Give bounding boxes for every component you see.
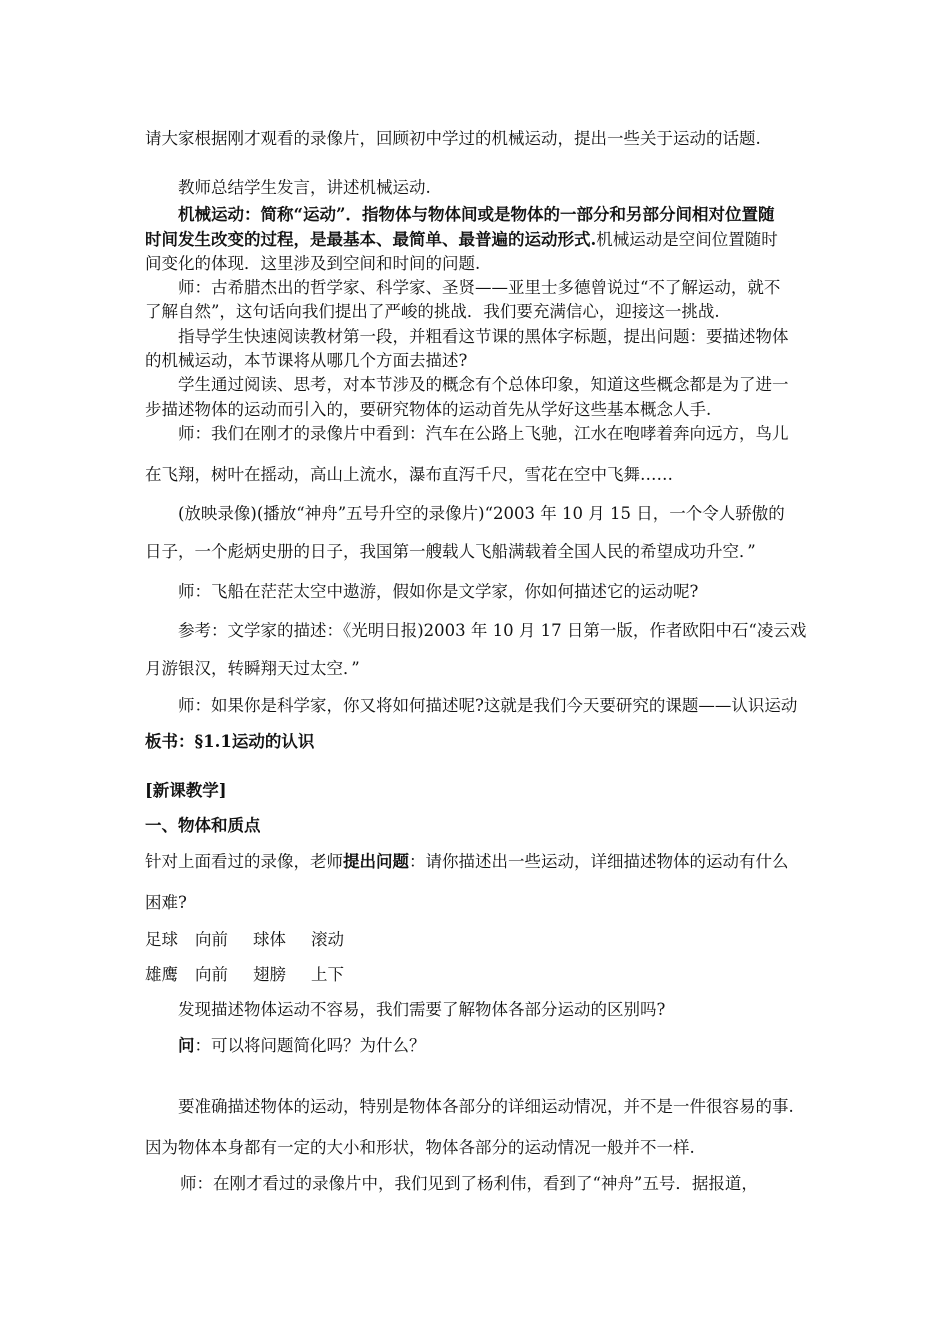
paragraph-line: 在飞翔，树叶在摇动，高山上流水，瀑布直泻千尺，雪花在空中飞舞…… [145,465,673,484]
definition-line [145,228,778,252]
example-row [145,928,344,952]
paragraph-line: 月游银汉，转瞬翔天过太空．” [145,659,360,678]
paragraph-line: 的机械运动，本节课将从哪几个方面去描述? [145,351,468,370]
text-part: ：请你描述出一些运动，详细描述物体的运动有什么 [409,852,789,871]
paragraph-line: 了解自然”，这句话向我们提出了严峻的挑战．我们要充满信心，迎接这一挑战. [145,302,720,321]
paragraph-line: 发现描述物体运动不容易，我们需要了解物体各部分运动的区别吗? [178,1000,666,1019]
text-part: 针对上面看过的录像，老师 [145,852,343,871]
section-heading: [新课教学] [145,781,227,800]
paragraph-line: 请大家根据刚才观看的录像片，回顾初中学过的机械运动，提出一些关于运动的话题. [145,129,761,148]
paragraph-line: 间变化的体现．这里涉及到空间和时间的问题. [145,254,481,273]
question-text: ：可以将问题简化吗？为什么？ [194,1036,426,1055]
example-cell: 上下 [311,965,344,984]
paragraph-line: 日子，一个彪炳史册的日子，我国第一艘载人飞船满载着全国人民的希望成功升空．” [145,542,756,561]
example-cell: 球体 [253,930,286,949]
example-cell: 翅膀 [253,965,286,984]
paragraph-line: (放映录像)(播放“神舟”五号升空的录像片)“2003 年 10 月 15 日，一个令人骄傲的 [178,504,785,523]
paragraph-line: 教师总结学生发言，讲述机械运动. [178,178,431,197]
paragraph-line: 师：我们在刚才的录像片中看到：汽车在公路上飞驰，江水在咆哮着奔向远方，鸟儿 [178,424,789,443]
question-line [178,1034,426,1058]
example-cell: 足球 [145,930,178,949]
example-cell: 滚动 [311,930,344,949]
paragraph-line: 学生通过阅读、思考，对本节涉及的概念有个总体印象，知道这些概念都是为了进一 [178,375,789,394]
question-label: 问 [178,1036,195,1055]
subsection-heading: 一、物体和质点 [145,816,261,835]
paragraph-line: 师：飞船在茫茫太空中遨游，假如你是文学家，你如何描述它的运动呢? [178,582,699,601]
paragraph-line [145,850,789,874]
paragraph-line: 要准确描述物体的运动，特别是物体各部分的详细运动情况，并不是一件很容易的事. [178,1097,794,1116]
paragraph-line: 师：古希腊杰出的哲学家、科学家、圣贤——亚里士多德曾说过“不了解运动，就不 [178,278,781,297]
definition-line: 机械运动：简称“运动”．指物体与物体间或是物体的一部分和另部分间相对位置随 [178,205,775,224]
definition-rest-text: 机械运动是空间位置随时 [596,230,778,249]
example-cell: 雄鹰 [145,965,178,984]
example-row [145,963,344,987]
paragraph-line: 指导学生快速阅读教材第一段，并粗看这节课的黑体字标题，提出问题：要描述物体 [178,327,789,346]
paragraph-line: 参考：文学家的描述：《光明日报)2003 年 10 月 17 日第一版，作者欧阳中石“凌云戏 [178,621,807,640]
blackboard-title: 板书：§1.1运动的认识 [145,732,315,751]
paragraph-line: 师：如果你是科学家，你又将如何描述呢?这就是我们今天要研究的课题——认识运动 [178,696,798,715]
definition-bold-text: 时间发生改变的过程，是最基本、最简单、最普遍的运动形式. [145,230,597,249]
paragraph-line: 师：在刚才看过的录像片中，我们见到了杨利伟，看到了“神舟”五号．据报道， [180,1174,758,1193]
paragraph-line: 困难? [145,893,187,912]
paragraph-line: 因为物体本身都有一定的大小和形状，物体各部分的运动情况一般并不一样. [145,1138,695,1157]
example-cell: 向前 [195,930,228,949]
paragraph-line: 步描述物体的运动而引入的，要研究物体的运动首先从学好这些基本概念人手. [145,400,712,419]
example-cell: 向前 [195,965,228,984]
bold-text-part: 提出问题 [343,852,409,871]
